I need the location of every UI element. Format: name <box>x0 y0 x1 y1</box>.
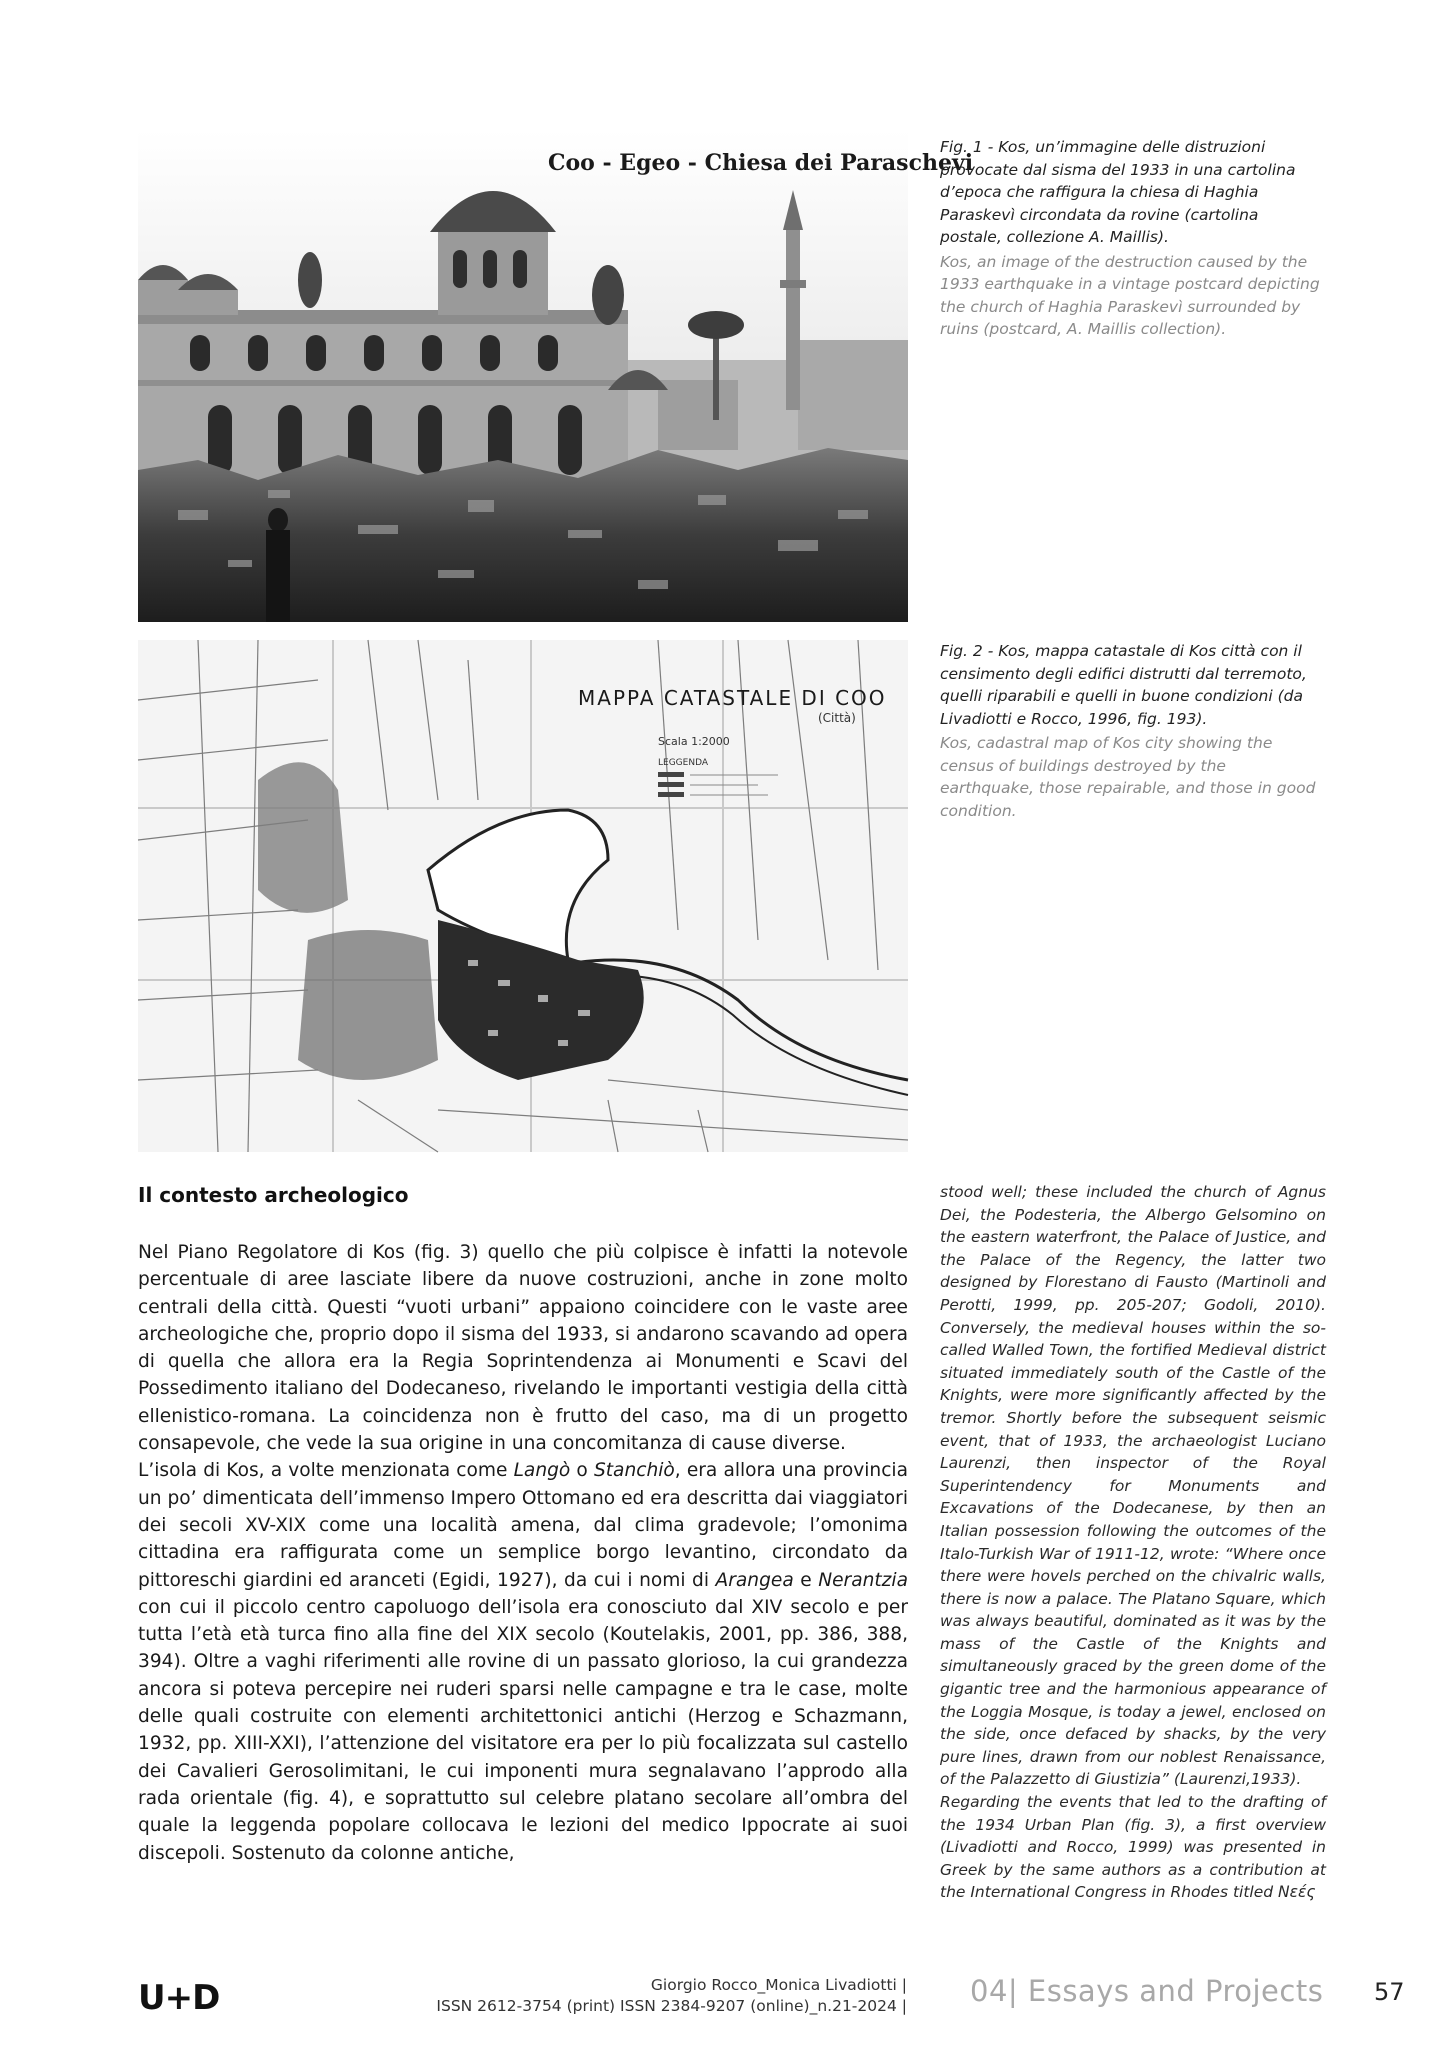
main-paragraph-2-and: e <box>793 1569 819 1591</box>
figure-2-caption-italian: Fig. 2 - Kos, mappa catastale di Kos città con il censimento degli edifici distrutti dal terremoto, quelli riparabili e quelli in buone condizioni (da Livadiotti e Rocco, 1996, fig. 193). <box>940 642 1307 728</box>
postcard-image <box>138 130 974 622</box>
main-paragraph-2-part-a: L’isola di Kos, a volte menzionata come <box>138 1460 514 1482</box>
map-subtitle: (Città) <box>818 711 856 725</box>
footer-authors: Giorgio Rocco_Monica Livadiotti | <box>650 1976 907 1994</box>
footer-credits <box>400 1975 907 2017</box>
page-number: 57 <box>1374 1978 1405 2006</box>
main-text-column <box>138 1239 908 1867</box>
footer-section-label: 04| Essays and Projects <box>970 1974 1324 2008</box>
term-nerantzia: Nerantzia <box>818 1569 908 1591</box>
figure-1-postcard <box>138 130 974 622</box>
main-paragraph-1: Nel Piano Regolatore di Kos (fig. 3) quello che più colpisce è infatti la notevole percentuale di aree lasciate libere da nuove costruzioni, anche in zone molto centrali della città. Questi “vuoti urbani” appaiono coincidere con le vaste aree archeologiche che, proprio dopo il sisma del 1933, si andarono scavando ad opera di quella che allora era la Regia Soprintendenza ai Monumenti e Scavi del Possedimento italiano del Dodecaneso, rivelando le importanti vestigia della città ellenistico-romana. La coincidenza non è frutto del caso, ma di un progetto consapevole, che vede la sua origine in una concomitanza di cause diverse. <box>138 1242 908 1455</box>
main-paragraph-2-or: o <box>570 1460 594 1482</box>
figure-1-caption <box>940 136 1320 341</box>
figure-2-caption-english: Kos, cadastral map of Kos city showing the census of buildings destroyed by the earthquake, those repairable, and those in good condition. <box>940 734 1316 820</box>
figure-2-caption <box>940 640 1320 822</box>
main-paragraph-2-part-c: con cui il piccolo centro capoluogo dell’isola era conosciuto dal XIV secolo e per tutta l’età età turca fino alla fine del XIX secolo (Koutelakis, 2001, pp. 386, 388, 394). Oltre a vaghi riferimenti alle rovine di un passato glorioso, la cui grandezza ancora si poteva percepire nei ruderi sparsi nelle campagne e tra le case, molte delle quali costruite con elementi architettonici antichi (Herzog e Schazmann, 1932, pp. XIII-XXI), l’attenzione del visitatore era per lo più focalizzata sul castello dei Cavalieri Gerosolimitani, le cui imponenti mura segnalavano l’approdo alla rada orientale (fig. 4), e soprattutto sul celebre platano secolare all’ombra del quale la leggenda popolare collocava le lezioni del medico Ippocrate ai suoi discepoli. Sostenuto da colonne antiche, <box>138 1596 908 1864</box>
map-scale: Scala 1:2000 <box>658 735 730 748</box>
section-heading: Il contesto archeologico <box>138 1183 409 1207</box>
cadastral-map-image <box>138 640 908 1152</box>
postcard-title: Coo - Egeo - Chiesa dei Paraschevi <box>548 150 974 176</box>
main-paragraph-2-part-b: , era allora una provincia un po’ dimenticata dell’immenso Impero Ottomano ed era descritta dai viaggiatori dei secoli XV-XIX come una località amena, dal clima gradevole; l’omonima cittadina era raffigurata come un semplice borgo levantino, circondato da pittoreschi giardini ed aranceti (Egidi, 1927), da cui i nomi di <box>138 1460 908 1591</box>
english-paragraph-1: stood well; these included the church of Agnus Dei, the Podesteria, the Albergo Gelsomino on the eastern waterfront, the Palace of Justice, and the Palace of the Regency, the latter two designed by Florestano di Fausto (Martinoli and Perotti, 1999, pp. 205-207; Godoli, 2010). Conversely, the medieval houses within the so-called Walled Town, the fortified Medieval district situated immediately south of the Castle of the Knights, were more significantly affected by the tremor. Shortly before the subsequent seismic event, that of 1933, the archaeologist Luciano Laurenzi, then inspector of the Royal Superintendency for Monuments and Excavations of the Dodecanese, by then an Italian possession following the outcomes of the Italo-Turkish War of 1911-12, wrote: “Where once there were hovels perched on the chivalric walls, there is now a palace. The Platano Square, which was always beautiful, dominated as it was by the mass of the Castle of the Knights and simultaneously graced by the green dome of the gigantic tree and the harmonious appearance of the Loggia Mosque, is today a jewel, enclosed on the side, once defaced by shacks, by the very pure lines, drawn from our noblest Renaissance, of the Palazzetto di Giustizia” (Laurenzi,1933). <box>940 1183 1326 1789</box>
footer-issn: ISSN 2612-3754 (print) ISSN 2384-9207 (online)_n.21-2024 | <box>436 1997 907 2015</box>
term-stanchio: Stanchiò <box>593 1460 675 1482</box>
english-paragraph-2: Regarding the events that led to the drafting of the 1934 Urban Plan (fig. 3), a first overview (Livadiotti and Rocco, 1999) was presented in Greek by the same authors as a contribution at the International Congress in Rhodes titled Νεές <box>940 1793 1326 1902</box>
term-arangea: Arangea <box>715 1569 794 1591</box>
english-text-column <box>940 1181 1326 1904</box>
map-legend: LEGGENDA <box>658 758 708 768</box>
main-paragraph-2 <box>138 1457 908 1866</box>
map-title: MAPPA CATASTALE DI COO <box>578 686 887 710</box>
journal-logo: U+D <box>138 1978 220 2018</box>
term-lango: Langò <box>513 1460 571 1482</box>
figure-1-caption-italian: Fig. 1 - Kos, un’immagine delle distruzioni provocate dal sisma del 1933 in una cartolina d’epoca che raffigura la chiesa di Haghia Paraskevì circondata da rovine (cartolina postale, collezione A. Maillis). <box>940 138 1296 246</box>
figure-2-cadastral-map <box>138 640 908 1152</box>
figure-1-caption-english: Kos, an image of the destruction caused by the 1933 earthquake in a vintage postcard depicting the church of Haghia Paraskevì surrounded by ruins (postcard, A. Maillis collection). <box>940 252 1320 338</box>
